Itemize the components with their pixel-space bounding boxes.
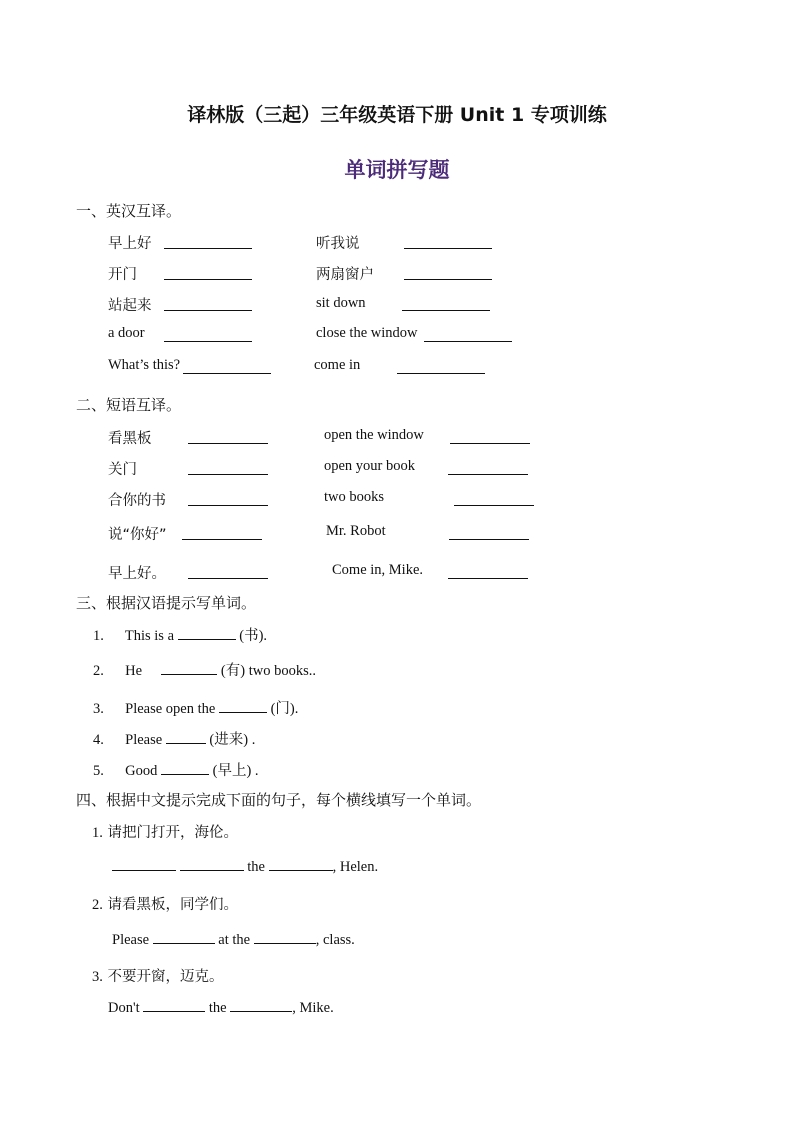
s3-item1: [93, 624, 267, 645]
s3-item5-blank[interactable]: [161, 760, 209, 775]
s1-row2-left: 开门: [108, 267, 137, 283]
s4-item2-chinese: 请看黑板，同学们。: [107, 897, 238, 913]
s1-row1-left: 早上好: [108, 236, 152, 252]
s4-item2-sentence: [112, 929, 355, 949]
s1-row3-right: sit down: [316, 295, 366, 311]
s2-row5-right: Come in, Mike.: [332, 562, 424, 578]
s2-row2-left-blank[interactable]: [188, 473, 268, 475]
s4-item1-blank1[interactable]: [112, 856, 176, 871]
s2-row5-left: 早上好。: [108, 566, 166, 582]
s3-item2-post: (有) two books..: [220, 663, 316, 679]
s3-item5: [93, 759, 259, 780]
s2-row4-right-blank[interactable]: [449, 538, 529, 540]
s3-item3-pre: Please open the: [125, 701, 216, 717]
s3-item1-post: (书).: [239, 628, 268, 644]
section-1-heading: 一、英汉互译。: [76, 202, 182, 220]
s1-row4-right: close the window: [316, 325, 418, 341]
s1-row3-right-blank[interactable]: [402, 309, 490, 311]
s4-item1-chinese: 请把门打开，海伦。: [107, 825, 238, 841]
s3-item5-post: (早上) .: [212, 763, 259, 779]
s4-item3-prompt: [92, 965, 223, 986]
section-3-heading: 三、根据汉语提示写单词。: [76, 594, 257, 612]
s4-item2-word0: Please: [112, 932, 150, 948]
s3-item4-blank[interactable]: [166, 729, 206, 744]
s1-row3-left-blank[interactable]: [164, 309, 252, 311]
s2-row5-right-blank[interactable]: [448, 577, 528, 579]
s1-row1-left-blank[interactable]: [164, 247, 252, 249]
s3-item5-pre: Good: [125, 763, 158, 779]
s3-item2: [93, 659, 316, 680]
s1-row5-left-blank[interactable]: [183, 372, 271, 374]
s4-item3-chinese: 不要开窗，迈克。: [107, 969, 224, 985]
s4-item3-word1: the: [208, 1000, 227, 1016]
s4-item1-sentence: [112, 856, 378, 876]
s2-row1-left-blank[interactable]: [188, 442, 268, 444]
s2-row1-left: 看黑板: [108, 431, 152, 447]
s1-row5-left: What’s this?: [108, 357, 181, 373]
s4-item3-sentence: [108, 997, 334, 1017]
s2-row3-left-blank[interactable]: [188, 504, 268, 506]
s1-row5-right-blank[interactable]: [397, 372, 485, 374]
s2-row1-right-blank[interactable]: [450, 442, 530, 444]
s1-row2-left-blank[interactable]: [164, 278, 252, 280]
s2-row3-right-blank[interactable]: [454, 504, 534, 506]
page-subtitle: 单词拼写题: [344, 158, 450, 182]
s4-item1-blank2[interactable]: [180, 856, 244, 871]
s4-item1-word1: the: [247, 859, 265, 875]
s4-item1-prompt: [92, 821, 238, 842]
s4-item3-blank1[interactable]: [143, 997, 205, 1012]
s4-item2-word2: , class.: [315, 932, 355, 948]
section-2-heading: 二、短语互译。: [76, 396, 182, 414]
s4-item2-number: 2.: [92, 897, 103, 913]
s3-item4-number: 4.: [93, 732, 104, 748]
s2-row2-right-blank[interactable]: [448, 473, 528, 475]
s3-item2-blank[interactable]: [161, 660, 217, 675]
s2-row2-left: 关门: [108, 462, 137, 478]
s4-item1-blank3[interactable]: [269, 856, 333, 871]
s3-item1-pre: This is a: [124, 628, 175, 644]
s1-row4-right-blank[interactable]: [424, 340, 512, 342]
s3-item2-pre: He: [125, 663, 143, 679]
s2-row2-right: open your book: [324, 458, 416, 474]
s1-row5-right: come in: [314, 357, 361, 373]
s2-row5-left-blank[interactable]: [188, 577, 268, 579]
s3-item4: [93, 728, 255, 749]
s1-row2-right-blank[interactable]: [404, 278, 492, 280]
s3-item4-pre: Please: [125, 732, 163, 748]
section-4-heading: 四、根据中文提示完成下面的句子，每个横线填写一个单词。: [76, 791, 482, 809]
s3-item2-number: 2.: [93, 663, 104, 679]
s2-row4-left: 说“你好”: [108, 527, 167, 543]
s1-row1-right-blank[interactable]: [404, 247, 492, 249]
s2-row3-left: 合你的书: [108, 493, 166, 509]
s2-row1-right: open the window: [324, 427, 424, 443]
page-title: 译林版（三起）三年级英语下册 Unit 1 专项训练: [187, 104, 607, 126]
s4-item3-blank2[interactable]: [230, 997, 292, 1012]
s3-item3: [93, 697, 298, 718]
s4-item1-word2: , Helen.: [332, 859, 379, 875]
s3-item4-post: (进来) .: [209, 732, 256, 748]
s1-row4-left-blank[interactable]: [164, 340, 252, 342]
s1-row3-left: 站起来: [108, 298, 152, 314]
s4-item2-blank2[interactable]: [254, 929, 316, 944]
s4-item3-word2: , Mike.: [292, 1000, 334, 1016]
s2-row4-right: Mr. Robot: [326, 523, 386, 539]
s1-row1-right: 听我说: [316, 236, 360, 252]
s1-row4-left: a door: [108, 325, 145, 341]
s4-item2-word1: at the: [218, 932, 251, 948]
s2-row3-right: two books: [324, 489, 385, 505]
s3-item5-number: 5.: [93, 763, 104, 779]
s4-item3-word0: Don't: [108, 1000, 140, 1016]
s3-item3-post: (门).: [270, 701, 299, 717]
s3-item3-number: 3.: [93, 701, 104, 717]
s3-item1-blank[interactable]: [178, 625, 236, 640]
s1-row2-right: 两扇窗户: [316, 267, 374, 283]
s4-item2-blank1[interactable]: [153, 929, 215, 944]
s4-item1-number: 1.: [92, 825, 103, 841]
s4-item2-prompt: [92, 893, 238, 914]
s3-item3-blank[interactable]: [219, 698, 267, 713]
s4-item3-number: 3.: [92, 969, 103, 985]
s2-row4-left-blank[interactable]: [182, 538, 262, 540]
s3-item1-number: 1.: [93, 628, 104, 644]
